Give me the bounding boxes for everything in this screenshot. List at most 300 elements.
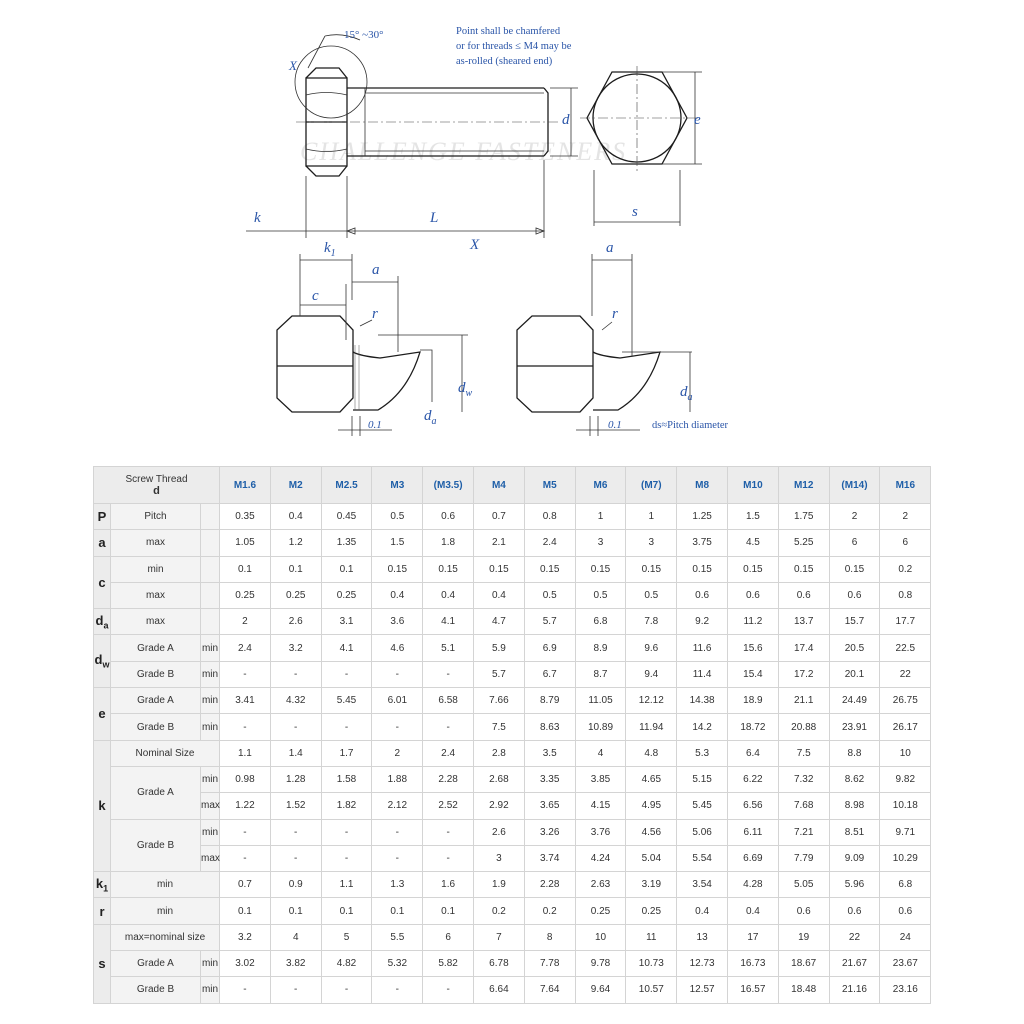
table-cell: 1	[626, 504, 677, 530]
table-cell: 10.57	[626, 977, 677, 1003]
table-cell: 0.2	[524, 898, 575, 924]
row-symbol	[94, 635, 111, 688]
table-cell: 0.2	[474, 898, 525, 924]
table-cell: 0.9	[270, 872, 321, 898]
table-cell: 17.2	[778, 661, 829, 687]
table-cell: 17.7	[880, 609, 931, 635]
table-cell: 3.2	[220, 924, 271, 950]
row-unit	[201, 504, 220, 530]
table-cell: 21.16	[829, 977, 880, 1003]
table-cell: -	[372, 661, 423, 687]
table-cell: 23.91	[829, 714, 880, 740]
table-cell: 2.8	[474, 740, 525, 766]
row-unit	[201, 582, 220, 608]
table-cell: 3.35	[524, 766, 575, 792]
table-cell: 0.25	[270, 582, 321, 608]
table-cell: 1.35	[321, 530, 372, 556]
row-symbol	[94, 898, 111, 924]
table-cell: 11.2	[728, 609, 779, 635]
table-cell: 2.1	[474, 530, 525, 556]
table-cell: 0.25	[321, 582, 372, 608]
table-cell: 14.38	[677, 688, 728, 714]
table-row	[94, 924, 931, 950]
table-cell: 8.8	[829, 740, 880, 766]
table-cell: 1.22	[220, 793, 271, 819]
table-cell: 0.25	[220, 582, 271, 608]
table-cell: 1.2	[270, 530, 321, 556]
table-cell: 0.1	[321, 556, 372, 582]
table-cell: 1.1	[220, 740, 271, 766]
table-cell: 7.8	[626, 609, 677, 635]
label-dw: $d_w$	[458, 380, 473, 399]
table-cell: 3.26	[524, 819, 575, 845]
label-k: k	[254, 210, 261, 226]
table-cell: -	[220, 661, 271, 687]
table-cell: -	[321, 845, 372, 871]
table-cell: 2	[829, 504, 880, 530]
header-bottom-text: d	[153, 484, 160, 497]
table-cell: 6.01	[372, 688, 423, 714]
table-cell: 20.1	[829, 661, 880, 687]
row-label: Grade A	[111, 635, 201, 661]
table-row	[94, 766, 931, 792]
table-cell: 6.64	[474, 977, 525, 1003]
table-cell: 4.1	[321, 635, 372, 661]
table-cell: 3.19	[626, 872, 677, 898]
table-cell: 9.71	[880, 819, 931, 845]
table-cell: 0.7	[220, 872, 271, 898]
header-size: M1.6	[220, 467, 271, 504]
table-cell: 5.3	[677, 740, 728, 766]
table-cell: 1.88	[372, 766, 423, 792]
table-cell: 4.56	[626, 819, 677, 845]
table-cell: 5.96	[829, 872, 880, 898]
table-cell: 0.6	[880, 898, 931, 924]
row-label: Nominal Size	[111, 740, 220, 766]
header-size: M16	[880, 467, 931, 504]
table-cell: 4	[270, 924, 321, 950]
table-header-row	[94, 467, 931, 504]
table-cell: 26.75	[880, 688, 931, 714]
table-cell: 1.9	[474, 872, 525, 898]
table-row	[94, 661, 931, 687]
table-cell: 0.6	[778, 582, 829, 608]
table-cell: 1.3	[372, 872, 423, 898]
row-unit: max	[201, 845, 220, 871]
row-unit: min	[201, 635, 220, 661]
table-cell: 20.5	[829, 635, 880, 661]
table-row	[94, 977, 931, 1003]
row-symbol	[94, 740, 111, 871]
table-cell: -	[372, 977, 423, 1003]
table-cell: 0.1	[423, 898, 474, 924]
table-cell: 7.5	[474, 714, 525, 740]
table-cell: 2.63	[575, 872, 626, 898]
row-symbol	[94, 556, 111, 609]
table-cell: 7.21	[778, 819, 829, 845]
label-da-right: $d_a$	[680, 384, 693, 403]
table-cell: 0.15	[575, 556, 626, 582]
table-row	[94, 845, 931, 871]
label-s: s	[632, 204, 638, 220]
table-cell: 5.9	[474, 635, 525, 661]
row-unit: min	[201, 766, 220, 792]
row-label: max	[111, 530, 201, 556]
table-cell: 12.57	[677, 977, 728, 1003]
table-cell: 3.65	[524, 793, 575, 819]
table-row	[94, 635, 931, 661]
table-cell: 22	[829, 924, 880, 950]
table-cell: 0.15	[524, 556, 575, 582]
table-cell: 16.57	[728, 977, 779, 1003]
table-cell: 7.68	[778, 793, 829, 819]
table-cell: -	[372, 845, 423, 871]
table-cell: -	[423, 977, 474, 1003]
table-cell: 10	[575, 924, 626, 950]
table-cell: 5.1	[423, 635, 474, 661]
table-cell: 3.2	[270, 635, 321, 661]
detail-view-left	[277, 254, 468, 436]
table-cell: 0.7	[474, 504, 525, 530]
header-top-text: Screw Thread	[125, 473, 188, 485]
table-cell: 23.16	[880, 977, 931, 1003]
table-cell: 0.8	[880, 582, 931, 608]
table-cell: 17.4	[778, 635, 829, 661]
table-cell: 0.15	[728, 556, 779, 582]
table-row	[94, 530, 931, 556]
table-cell: 0.15	[626, 556, 677, 582]
table-cell: 3.41	[220, 688, 271, 714]
table-cell: 1.4	[270, 740, 321, 766]
table-cell: 0.1	[270, 556, 321, 582]
table-cell: 8.51	[829, 819, 880, 845]
label-c: c	[312, 288, 319, 304]
table-cell: 4.82	[321, 951, 372, 977]
table-cell: 6.22	[728, 766, 779, 792]
table-cell: 10	[880, 740, 931, 766]
table-cell: 8.9	[575, 635, 626, 661]
row-label: Grade A	[111, 766, 201, 819]
row-unit: max	[201, 793, 220, 819]
table-cell: 0.1	[220, 898, 271, 924]
symbol-text: d	[95, 613, 104, 629]
label-L: L	[430, 210, 439, 226]
row-label: min	[111, 556, 201, 582]
table-cell: 2.4	[220, 635, 271, 661]
table-cell: 2.6	[474, 819, 525, 845]
table-cell: 2.68	[474, 766, 525, 792]
row-symbol	[94, 688, 111, 741]
table-cell: 4.1	[423, 609, 474, 635]
table-row	[94, 872, 931, 898]
table-cell: 6.4	[728, 740, 779, 766]
table-cell: 2	[372, 740, 423, 766]
label-a-right: a	[606, 240, 614, 256]
symbol-text: s	[98, 956, 106, 972]
table-cell: 3.82	[270, 951, 321, 977]
table-cell: -	[220, 845, 271, 871]
table-cell: 6.8	[880, 872, 931, 898]
table-cell: 0.4	[372, 582, 423, 608]
table-cell: 1.7	[321, 740, 372, 766]
table-cell: 13	[677, 924, 728, 950]
label-0.1-left: 0.1	[368, 419, 382, 431]
table-cell: 7.66	[474, 688, 525, 714]
table-cell: 3.76	[575, 819, 626, 845]
table-cell: 8.62	[829, 766, 880, 792]
table-cell: 11.6	[677, 635, 728, 661]
chamfer-note-line-1: Point shall be chamfered	[456, 26, 561, 37]
header-size: M4	[474, 467, 525, 504]
table-cell: 7.64	[524, 977, 575, 1003]
symbol-text: c	[98, 574, 106, 590]
table-cell: 10.18	[880, 793, 931, 819]
label-d: d	[562, 112, 570, 128]
row-label: max	[111, 582, 201, 608]
table-cell: 14.2	[677, 714, 728, 740]
table-cell: 1.6	[423, 872, 474, 898]
table-cell: 6.8	[575, 609, 626, 635]
header-size: M10	[728, 467, 779, 504]
label-e: e	[694, 112, 701, 128]
row-unit: min	[201, 661, 220, 687]
table-cell: 3	[474, 845, 525, 871]
table-cell: 21.67	[829, 951, 880, 977]
table-cell: 13.7	[778, 609, 829, 635]
table-cell: 7.5	[778, 740, 829, 766]
table-cell: 5.04	[626, 845, 677, 871]
table-cell: 0.4	[474, 582, 525, 608]
table-cell: 4.7	[474, 609, 525, 635]
table-cell: -	[321, 661, 372, 687]
table-cell: 5.54	[677, 845, 728, 871]
row-unit	[201, 556, 220, 582]
table-cell: 4.95	[626, 793, 677, 819]
table-cell: 9.6	[626, 635, 677, 661]
row-label: Grade A	[111, 688, 201, 714]
label-r-right: r	[612, 306, 618, 322]
table-row	[94, 556, 931, 582]
table-cell: -	[270, 819, 321, 845]
row-unit: min	[201, 951, 220, 977]
table-cell: 3.54	[677, 872, 728, 898]
table-cell: -	[423, 714, 474, 740]
label-k1: $k_1$	[324, 240, 336, 259]
table-cell: 18.48	[778, 977, 829, 1003]
table-cell: 23.67	[880, 951, 931, 977]
table-cell: 6.69	[728, 845, 779, 871]
row-unit	[201, 609, 220, 635]
table-cell: 6.78	[474, 951, 525, 977]
table-cell: 2.92	[474, 793, 525, 819]
table-cell: 0.35	[220, 504, 271, 530]
table-cell: 4.28	[728, 872, 779, 898]
symbol-text: e	[98, 706, 106, 722]
table-cell: -	[270, 845, 321, 871]
symbol-text: P	[97, 509, 107, 525]
table-cell: 6	[880, 530, 931, 556]
table-cell: 10.89	[575, 714, 626, 740]
row-label: Grade B	[111, 714, 201, 740]
table-cell: 9.4	[626, 661, 677, 687]
table-cell: 12.73	[677, 951, 728, 977]
table-cell: 6.11	[728, 819, 779, 845]
table-cell: -	[270, 661, 321, 687]
label-r-left: r	[372, 306, 378, 322]
label-0.1-right: 0.1	[608, 419, 622, 431]
table-cell: 1.58	[321, 766, 372, 792]
watermark: CHALLENGE FASTENERS	[300, 137, 628, 166]
table-cell: 15.6	[728, 635, 779, 661]
chamfer-note-line-2: or for threads ≤ M4 may be	[456, 41, 572, 52]
row-symbol	[94, 609, 111, 635]
table-cell: 6.7	[524, 661, 575, 687]
table-cell: 6.9	[524, 635, 575, 661]
table-cell: 5.06	[677, 819, 728, 845]
table-row	[94, 819, 931, 845]
table-cell: 0.15	[829, 556, 880, 582]
table-cell: 0.6	[728, 582, 779, 608]
table-cell: 5.25	[778, 530, 829, 556]
table-cell: 2	[220, 609, 271, 635]
table-cell: 2.28	[423, 766, 474, 792]
table-cell: 4.15	[575, 793, 626, 819]
table-cell: -	[372, 714, 423, 740]
header-size: M6	[575, 467, 626, 504]
table-cell: 5.45	[321, 688, 372, 714]
symbol-text: d	[94, 652, 103, 668]
table-cell: 22.5	[880, 635, 931, 661]
row-unit: min	[201, 977, 220, 1003]
row-label: Grade B	[111, 819, 201, 872]
table-cell: 1.52	[270, 793, 321, 819]
table-cell: 1.8	[423, 530, 474, 556]
table-cell: 2.6	[270, 609, 321, 635]
table-cell: -	[423, 845, 474, 871]
table-cell: 8	[524, 924, 575, 950]
table-cell: 0.15	[372, 556, 423, 582]
label-x-mark: X	[289, 58, 297, 73]
symbol-subscript: a	[103, 620, 109, 631]
table-cell: 3.02	[220, 951, 271, 977]
table-cell: 26.17	[880, 714, 931, 740]
table-cell: 4.5	[728, 530, 779, 556]
table-cell: 16.73	[728, 951, 779, 977]
table-cell: 9.2	[677, 609, 728, 635]
table-cell: 0.6	[778, 898, 829, 924]
symbol-text: k	[98, 798, 106, 814]
table-cell: 5.45	[677, 793, 728, 819]
table-cell: 5	[321, 924, 372, 950]
table-cell: 5.15	[677, 766, 728, 792]
chamfer-note-line-3: as-rolled (sheared end)	[456, 56, 553, 67]
table-cell: 0.15	[677, 556, 728, 582]
table-cell: 15.4	[728, 661, 779, 687]
symbol-subscript: 1	[103, 883, 109, 894]
table-cell: 0.4	[270, 504, 321, 530]
table-cell: 7.32	[778, 766, 829, 792]
table-cell: 0.15	[778, 556, 829, 582]
table-cell: 20.88	[778, 714, 829, 740]
table-cell: 0.5	[575, 582, 626, 608]
table-cell: 6.58	[423, 688, 474, 714]
table-cell: -	[423, 661, 474, 687]
dimension-table	[93, 466, 931, 1004]
table-cell: 5.32	[372, 951, 423, 977]
label-da-left: $d_a$	[424, 408, 437, 427]
table-row	[94, 582, 931, 608]
label-a-left: a	[372, 262, 380, 278]
table-cell: 5.7	[524, 609, 575, 635]
row-unit: min	[201, 688, 220, 714]
header-size: M2.5	[321, 467, 372, 504]
table-row	[94, 740, 931, 766]
table-cell: -	[270, 977, 321, 1003]
table-cell: 24	[880, 924, 931, 950]
table-cell: 11.4	[677, 661, 728, 687]
symbol-subscript: w	[102, 660, 110, 671]
table-cell: 0.25	[575, 898, 626, 924]
table-cell: 9.09	[829, 845, 880, 871]
table-cell: 0.5	[524, 582, 575, 608]
table-cell: 3.6	[372, 609, 423, 635]
table-cell: 2	[880, 504, 931, 530]
table-cell: 0.6	[829, 582, 880, 608]
table-cell: 7	[474, 924, 525, 950]
header-size: M12	[778, 467, 829, 504]
table-cell: 24.49	[829, 688, 880, 714]
table-cell: 3.5	[524, 740, 575, 766]
table-cell: 12.12	[626, 688, 677, 714]
table-cell: 0.4	[423, 582, 474, 608]
table-cell: 5.82	[423, 951, 474, 977]
table-cell: 4	[575, 740, 626, 766]
table-cell: 0.1	[372, 898, 423, 924]
table-cell: 0.98	[220, 766, 271, 792]
table-cell: 1.1	[321, 872, 372, 898]
table-cell: 7.78	[524, 951, 575, 977]
table-cell: 1.75	[778, 504, 829, 530]
detail-view-right	[517, 254, 692, 436]
table-cell: 6	[829, 530, 880, 556]
table-cell: 9.78	[575, 951, 626, 977]
table-cell: 0.25	[626, 898, 677, 924]
angle-label: 15° ~30°	[344, 29, 384, 41]
table-cell: 8.7	[575, 661, 626, 687]
table-row	[94, 951, 931, 977]
table-cell: 22	[880, 661, 931, 687]
table-row	[94, 793, 931, 819]
table-cell: 9.82	[880, 766, 931, 792]
table-cell: 2.4	[524, 530, 575, 556]
row-label: Grade A	[111, 951, 201, 977]
row-label: Grade B	[111, 661, 201, 687]
table-cell: 19	[778, 924, 829, 950]
table-cell: 0.8	[524, 504, 575, 530]
table-cell: 0.15	[474, 556, 525, 582]
symbol-text: a	[98, 535, 106, 551]
table-cell: 0.6	[677, 582, 728, 608]
table-cell: -	[220, 714, 271, 740]
table-cell: 11	[626, 924, 677, 950]
table-cell: 0.5	[372, 504, 423, 530]
table-cell: -	[321, 714, 372, 740]
table-cell: 3.85	[575, 766, 626, 792]
table-cell: 1.5	[728, 504, 779, 530]
table-cell: 9.64	[575, 977, 626, 1003]
header-size: M2	[270, 467, 321, 504]
table-cell: 0.15	[423, 556, 474, 582]
